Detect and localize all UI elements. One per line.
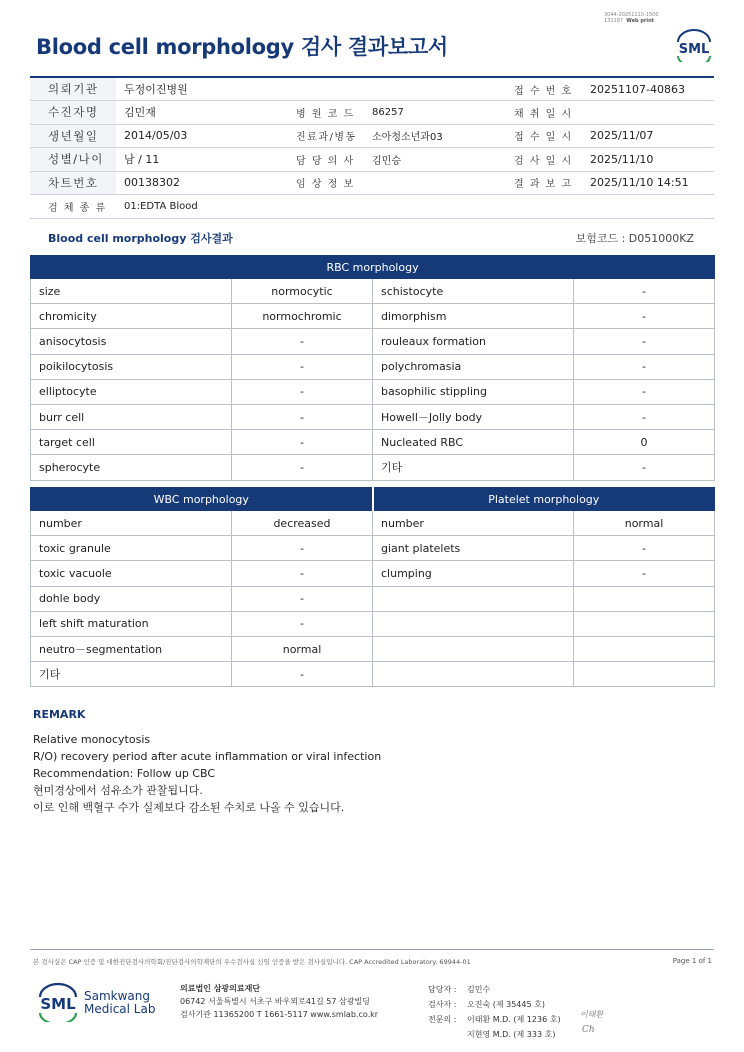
info-row [30, 77, 714, 101]
info-value: 00138302 [116, 171, 278, 195]
info-label: 성별/나이 [30, 148, 116, 172]
corp-name: 의료법인 삼광의료재단 [180, 984, 261, 993]
result-value: - [232, 611, 373, 636]
table-row [31, 455, 715, 480]
info-label: 검 사 일 시 [496, 148, 582, 172]
result-value: - [574, 304, 715, 329]
remark-text [33, 731, 381, 816]
result-value [574, 586, 715, 611]
info-row [30, 171, 714, 195]
table-row [31, 279, 715, 304]
info-value: 두정이진병원 [116, 77, 278, 101]
info-label: 생년월일 [30, 124, 116, 148]
info-row [30, 124, 714, 148]
result-item: 기타 [31, 662, 232, 687]
result-value: - [232, 536, 373, 561]
result-value: - [232, 662, 373, 687]
result-value [574, 636, 715, 661]
result-value [574, 662, 715, 687]
info-label: 검 체 종 류 [30, 195, 116, 219]
result-value: - [232, 430, 373, 455]
print-id-label: Web print [626, 18, 655, 24]
result-value: - [574, 279, 715, 304]
result-value: - [574, 561, 715, 586]
info-value: 김민승 [364, 148, 496, 172]
info-value: 2025/11/07 [582, 124, 714, 148]
result-value [574, 611, 715, 636]
print-id-code: 131187 [604, 18, 624, 24]
page-number: Page 1 of 1 [672, 957, 712, 965]
info-value: 김민재 [116, 101, 278, 125]
result-item: dohle body [31, 586, 232, 611]
result-value: normochromic [232, 304, 373, 329]
result-item [373, 662, 574, 687]
staff-name: 이태환 M.D. (제 1236 호) [467, 1015, 561, 1024]
result-item: chromicity [31, 304, 232, 329]
info-label [278, 77, 364, 101]
result-value: normal [574, 511, 715, 536]
result-value: - [232, 354, 373, 379]
table-row [31, 329, 715, 354]
info-label: 병 원 코 드 [278, 101, 364, 125]
result-value: - [574, 404, 715, 429]
info-label: 담 당 의 사 [278, 148, 364, 172]
wbc-header: WBC morphology [31, 488, 373, 511]
result-item: dimorphism [373, 304, 574, 329]
info-row-specimen [30, 195, 714, 219]
accreditation-note: 본 검사실은 CAP 인증 및 대한진단검사의학회/진단검사의학재단의 우수검사실 신임 인증을 받은 검사실입니다. CAP Accredited Laboratory. 69944-01 [33, 958, 471, 966]
corporation-info [180, 982, 378, 1021]
result-item: target cell [31, 430, 232, 455]
report-title: Blood cell morphology 검사 결과보고서 [36, 35, 448, 59]
result-item: poikilocytosis [31, 354, 232, 379]
info-label: 의뢰기관 [30, 77, 116, 101]
info-label: 접 수 번 호 [496, 77, 582, 101]
info-value [582, 101, 714, 125]
result-item: elliptocyte [31, 379, 232, 404]
result-item: basophilic stippling [373, 379, 574, 404]
info-label: 결 과 보 고 [496, 171, 582, 195]
result-item: polychromasia [373, 354, 574, 379]
result-item [373, 611, 574, 636]
result-item: size [31, 279, 232, 304]
table-row [31, 636, 715, 661]
patient-info-table [30, 76, 714, 219]
table-row [31, 536, 715, 561]
rbc-morphology-table [30, 255, 715, 481]
info-label: 진료과/병동 [278, 124, 364, 148]
signature-1: 이태환 [580, 1010, 604, 1019]
staff-name: 김민수 [467, 985, 491, 994]
result-item: schistocyte [373, 279, 574, 304]
table-row [31, 430, 715, 455]
section-title: Blood cell morphology 검사결과 [48, 232, 233, 245]
staff-role: 전문의 : [428, 1015, 457, 1024]
lab-name-line: Medical Lab [84, 1002, 156, 1016]
result-value: - [574, 329, 715, 354]
table-row [31, 561, 715, 586]
remark-line: Recommendation: Follow up CBC [33, 767, 216, 780]
lab-name-line: Samkwang [84, 989, 150, 1003]
info-value: 남 / 11 [116, 148, 278, 172]
result-item: toxic granule [31, 536, 232, 561]
remark-line: 현미경상에서 섬유소가 관찰됩니다. [33, 784, 203, 797]
result-value: 0 [574, 430, 715, 455]
result-value: - [232, 379, 373, 404]
info-value: 2025/11/10 [582, 148, 714, 172]
info-label: 접 수 일 시 [496, 124, 582, 148]
lab-name [84, 990, 155, 1016]
info-value: 소아청소년과03 [364, 124, 496, 148]
info-value: 2014/05/03 [116, 124, 278, 148]
info-value: 86257 [364, 101, 496, 125]
info-row [30, 101, 714, 125]
remark-line: Relative monocytosis [33, 733, 151, 746]
result-item: spherocyte [31, 455, 232, 480]
table-row [31, 611, 715, 636]
result-item: clumping [373, 561, 574, 586]
result-value: - [574, 379, 715, 404]
result-value: - [232, 561, 373, 586]
result-item: number [31, 511, 232, 536]
result-item: 기타 [373, 455, 574, 480]
print-id-line: 3044-20251110-1500 [604, 12, 659, 18]
remark-title: REMARK [33, 708, 86, 721]
result-item [373, 586, 574, 611]
staff-role: 담당자 : [428, 985, 457, 994]
signature-2: Ch [582, 1025, 595, 1035]
result-value: normal [232, 636, 373, 661]
info-value: 20251107-40863 [582, 77, 714, 101]
table-row [31, 379, 715, 404]
print-id [604, 12, 694, 24]
remark-line: 이로 인해 백혈구 수가 실제보다 감소된 수치로 나올 수 있습니다. [33, 801, 345, 814]
result-value: - [232, 455, 373, 480]
info-value: 01:EDTA Blood [116, 195, 714, 219]
result-value: - [574, 455, 715, 480]
info-label: 차트번호 [30, 171, 116, 195]
sml-logo-text: SML [678, 42, 710, 57]
wbc-platelet-morphology-table [30, 487, 715, 687]
table-row [31, 354, 715, 379]
info-row [30, 148, 714, 172]
info-label: 수진자명 [30, 101, 116, 125]
sml-logo-icon [674, 28, 714, 62]
result-item: number [373, 511, 574, 536]
result-item: burr cell [31, 404, 232, 429]
staff-info [428, 982, 561, 1042]
result-item: Nucleated RBC [373, 430, 574, 455]
staff-name: 지현영 M.D. (제 333 호) [467, 1030, 556, 1039]
table-row [31, 304, 715, 329]
result-item: toxic vacuole [31, 561, 232, 586]
result-item: Howell－Jolly body [373, 404, 574, 429]
staff-name: 오진숙 (제 35445 호) [467, 1000, 545, 1009]
staff-role: 검사자 : [428, 1000, 457, 1009]
sml-footer-logo-icon [36, 982, 80, 1022]
info-value [364, 77, 496, 101]
result-item: left shift maturation [31, 611, 232, 636]
result-item: neutro－segmentation [31, 636, 232, 661]
info-label: 채 취 일 시 [496, 101, 582, 125]
footer-divider [30, 949, 714, 950]
corp-address: 06742 서울특별시 서초구 바우뫼로41길 57 삼광빌딩 [180, 997, 370, 1006]
table-row [31, 662, 715, 687]
table-row [31, 586, 715, 611]
result-item: anisocytosis [31, 329, 232, 354]
table-row [31, 511, 715, 536]
result-item [373, 636, 574, 661]
result-value: decreased [232, 511, 373, 536]
result-value: - [232, 404, 373, 429]
remark-line: R/O) recovery period after acute inflammation or viral infection [33, 750, 382, 763]
result-item: rouleaux formation [373, 329, 574, 354]
result-value: - [232, 329, 373, 354]
result-value: normocytic [232, 279, 373, 304]
result-value: - [232, 586, 373, 611]
result-value: - [574, 536, 715, 561]
result-item: giant platelets [373, 536, 574, 561]
table-row [31, 404, 715, 429]
corp-contact: 검사기관 11365200 T 1661-5117 www.smlab.co.kr [180, 1010, 379, 1019]
info-value: 2025/11/10 14:51 [582, 171, 714, 195]
info-label: 임 상 정 보 [278, 171, 364, 195]
rbc-header: RBC morphology [31, 256, 715, 279]
platelet-header: Platelet morphology [373, 488, 715, 511]
sml-footer-logo-text: SML [40, 995, 76, 1013]
result-value: - [574, 354, 715, 379]
info-value [364, 171, 496, 195]
insurance-code: 보험코드 : D051000KZ [575, 232, 694, 245]
